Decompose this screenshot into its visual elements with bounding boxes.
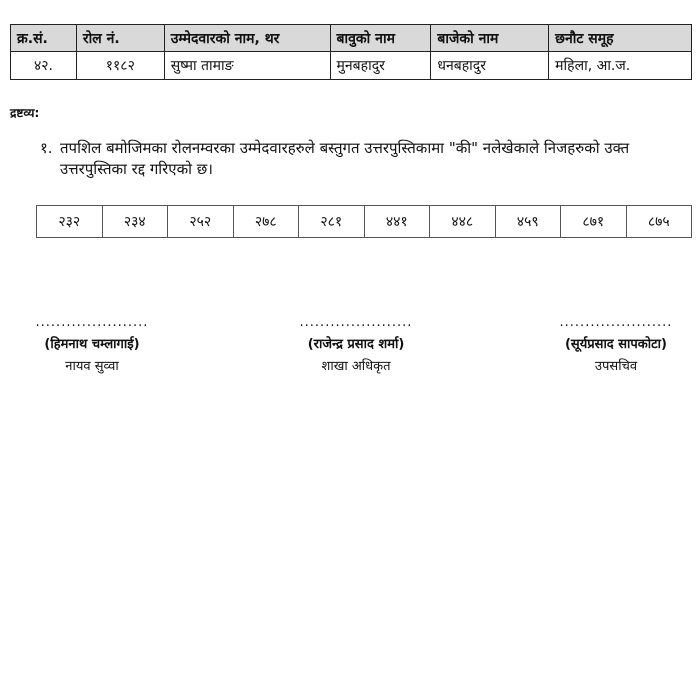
- header-selection-group: छनौट समूह: [549, 25, 692, 52]
- signature-block-2: [266, 315, 446, 378]
- note-item-number: १.: [40, 139, 53, 157]
- cell-grandfather-name: धनबहादुर: [431, 52, 549, 80]
- signature-block-1: [2, 315, 182, 378]
- signature-line: ......................: [299, 315, 413, 330]
- cancelled-roll: २७८: [233, 206, 299, 238]
- cancelled-roll: ४४८: [430, 206, 496, 238]
- table-row: [11, 52, 692, 80]
- cancelled-roll: २५२: [168, 206, 234, 238]
- note-item: [40, 138, 690, 180]
- signatory-name: (सूर्यप्रसाद सापकोटा): [564, 337, 667, 352]
- cancelled-rolls-row: [37, 206, 692, 238]
- cancelled-roll: २८१: [299, 206, 365, 238]
- signature-line: ......................: [35, 315, 149, 330]
- cancelled-roll: ८७५: [626, 206, 692, 238]
- signature-block-3: [526, 315, 700, 378]
- cancelled-roll: ४५९: [495, 206, 561, 238]
- header-grandfather-name: बाजेको नाम: [431, 25, 549, 52]
- table-header-row: [11, 25, 692, 52]
- cell-father-name: मुनबहादुर: [330, 52, 431, 80]
- cell-candidate-name: सुष्मा तामाङ: [164, 52, 330, 80]
- signatory-title: शाखा अधिकृत: [321, 359, 391, 374]
- note-heading: द्रष्टव्य:: [10, 106, 40, 120]
- cell-selection-group: महिला, आ.ज.: [549, 52, 692, 80]
- cancelled-roll: ४४१: [364, 206, 430, 238]
- cancelled-roll: ८७१: [561, 206, 627, 238]
- cell-roll-no: ११८२: [76, 52, 164, 80]
- results-table: [10, 24, 692, 80]
- header-serial: क्र.सं.: [11, 25, 77, 52]
- signature-line: ......................: [559, 315, 673, 330]
- header-roll-no: रोल नं.: [76, 25, 164, 52]
- signatory-name: (राजेन्द्र प्रसाद शर्मा): [307, 337, 405, 352]
- signatory-title: नायव सुव्वा: [65, 359, 119, 374]
- signatory-name: (हिमनाथ चम्लागाई): [44, 337, 140, 352]
- header-father-name: बावुको नाम: [330, 25, 431, 52]
- cell-serial: ४२.: [11, 52, 77, 80]
- signatory-title: उपसचिव: [594, 359, 638, 374]
- header-candidate-name: उम्मेदवारको नाम, थर: [164, 25, 330, 52]
- cancelled-roll: २३२: [37, 206, 103, 238]
- cancelled-rolls-table: [36, 205, 692, 238]
- note-item-text: तपशिल बमोजिमका रोलनम्वरका उम्मेदवारहरुले बस्तुगत उत्तरपुस्तिकामा "की" नलेखेकाले निजहरुको उक्त उत्तरपुस्तिका रद्द गरिएको छ।: [60, 139, 630, 178]
- cancelled-roll: २३४: [102, 206, 168, 238]
